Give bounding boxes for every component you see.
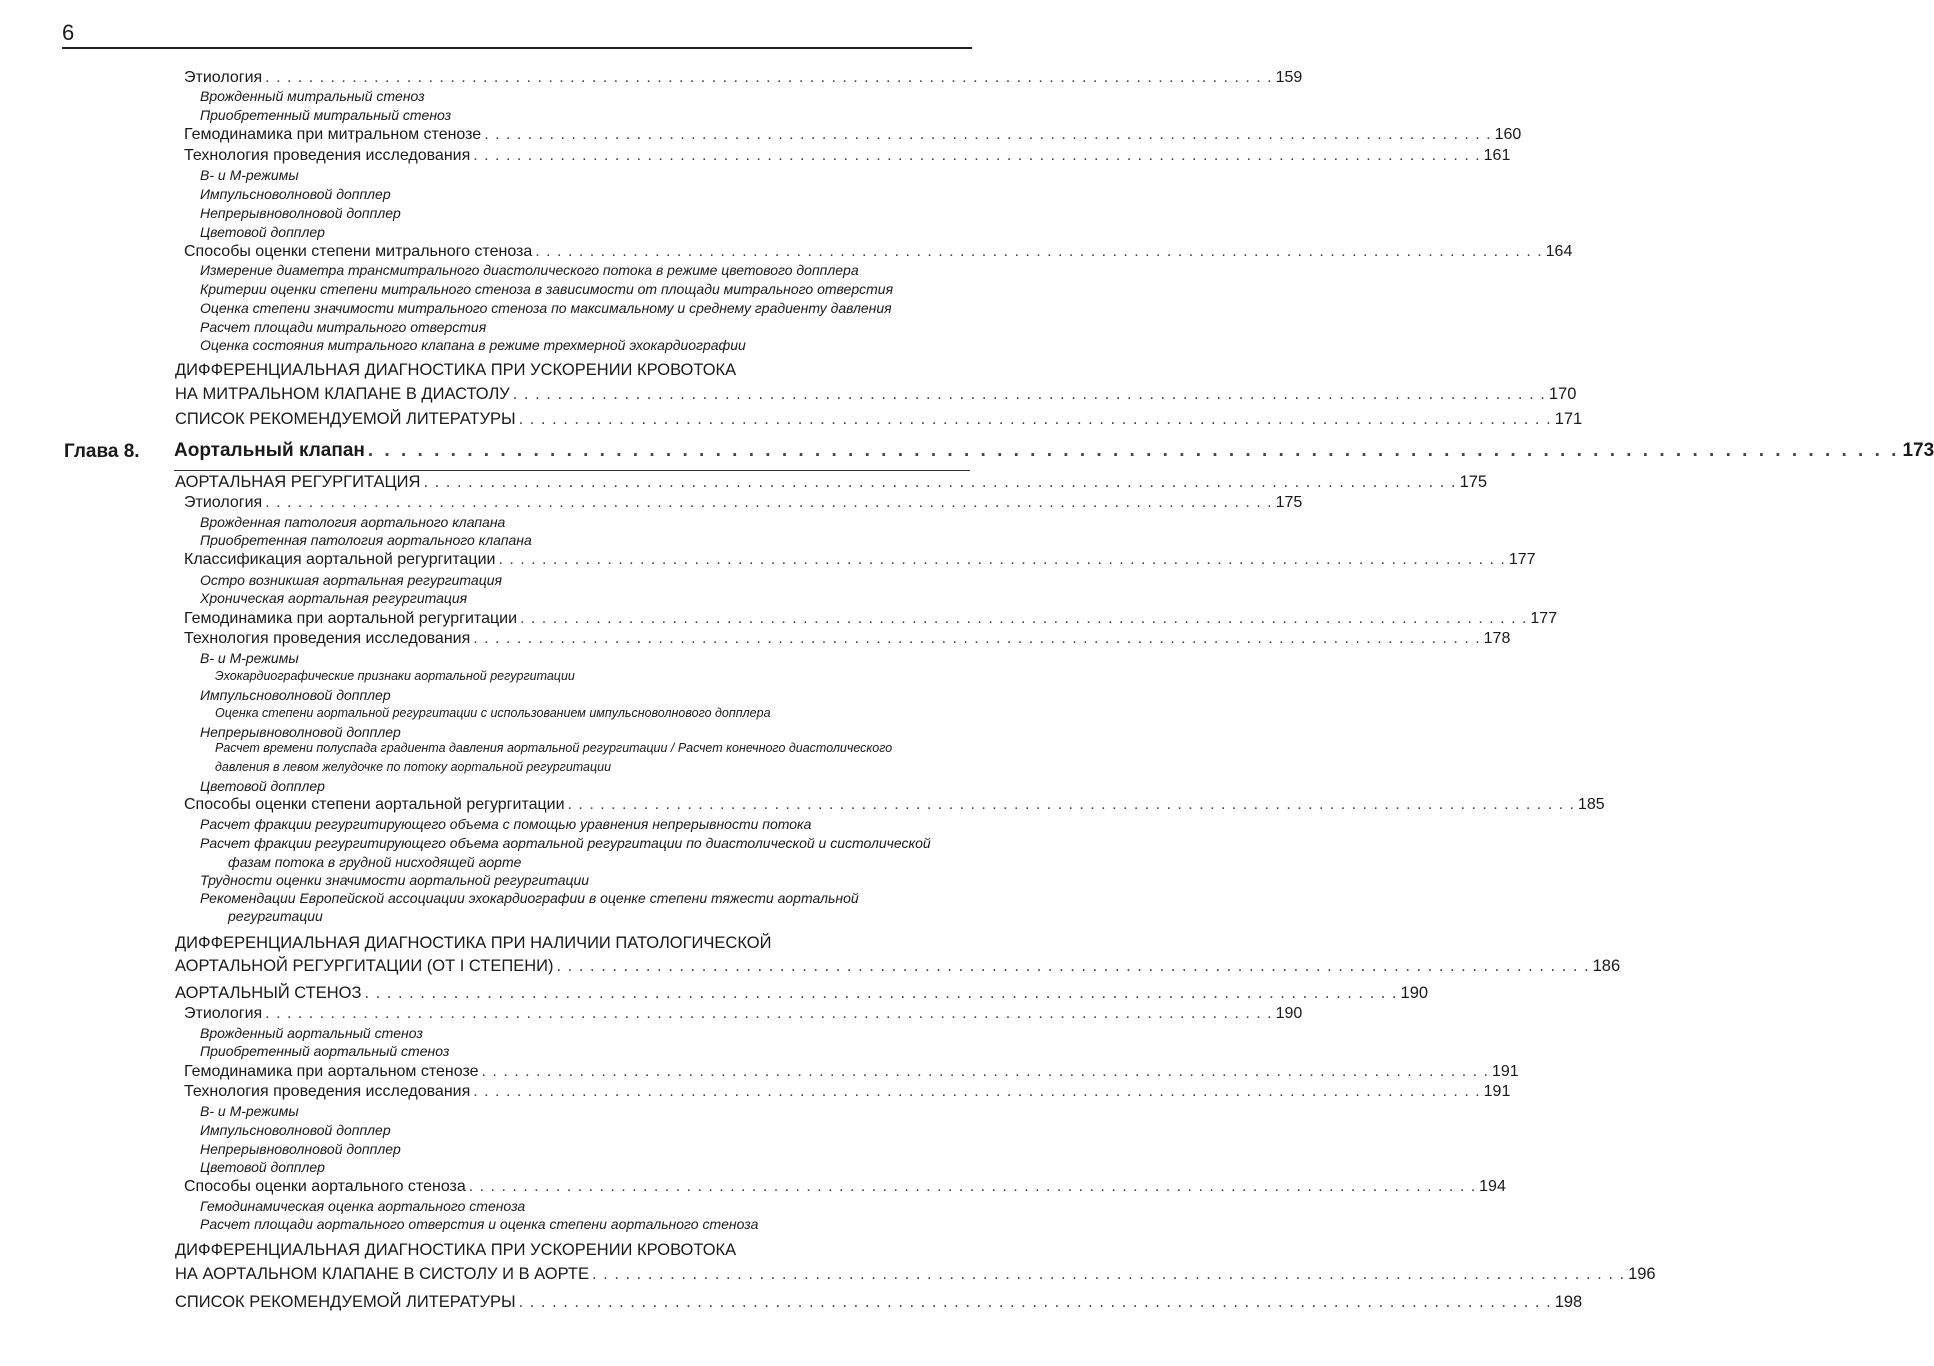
entry-label: Приобретенная патология аортального клапана — [200, 532, 532, 548]
toc-section — [175, 984, 1429, 1002]
entry-label: Расчет фракции регургитирующего объема аортальной регургитации по диастолической и систолической — [200, 835, 931, 851]
entry-label: СПИСОК РЕКОМЕНДУЕМОЙ ЛИТЕРАТУРЫ — [175, 410, 516, 428]
entry-label: Гемодинамика при аортальном стенозе — [184, 1063, 479, 1080]
toc-item — [200, 1123, 970, 1137]
entry-label: давления в левом желудочке по потоку аортальной регургитации — [215, 760, 612, 774]
entry-label: Технология проведения исследования — [184, 1083, 471, 1100]
entry-label: Импульсноволновой допплер — [200, 186, 391, 202]
entry-label: Критерии оценки степени митрального стеноза в зависимости от площади митрального отверстия — [200, 281, 894, 297]
toc-subsection — [184, 610, 1558, 627]
toc-item — [200, 338, 970, 352]
entry-page: 190 — [1275, 1005, 1303, 1022]
toc-item — [200, 282, 970, 296]
toc-item — [200, 725, 970, 739]
entry-label: ДИФФЕРЕНЦИАЛЬНАЯ ДИАГНОСТИКА ПРИ НАЛИЧИИ ПАТОЛОГИЧЕСКОЙ — [175, 934, 772, 952]
entry-label: НА МИТРАЛЬНОМ КЛАПАНЕ В ДИАСТОЛУ — [175, 385, 510, 403]
entry-label: Врожденный аортальный стеноз — [200, 1025, 423, 1041]
entry-label: Технология проведения исследования — [184, 147, 471, 164]
entry-label: Расчет времени полуспада градиента давления аортальной регургитации / Расчет конечного диастолического — [215, 741, 893, 755]
toc-subsection — [184, 69, 1303, 86]
dot-leader: . . . . . . . . . . . . . . . . . . . . . . . . . . . . . . . . . . . . . . . . . . . . . . . . . . . . . . . . . . . . . . . . . . . . . . . . . . . . . . . . . . . . . . . . . . . . . — [265, 494, 1273, 511]
toc-subsection — [184, 126, 1522, 143]
entry-page: 159 — [1275, 69, 1303, 86]
toc-item — [200, 1142, 970, 1156]
toc-subsection — [184, 243, 1573, 260]
entry-label: Непрерывноволновой допплер — [200, 205, 401, 221]
toc-section — [175, 1242, 970, 1259]
dot-leader: . . . . . . . . . . . . . . . . . . . . . . . . . . . . . . . . . . . . . . . . . . . . . . . . . . . . . . . . . . . . . . . . . . . . . . . . . . . . . . . . . . . . . . . . . . . . . — [591, 1265, 1626, 1283]
toc-section — [175, 957, 1621, 975]
entry-label: Врожденная патология аортального клапана — [200, 514, 506, 530]
toc-subsection — [184, 1083, 1511, 1100]
toc-item — [215, 670, 970, 683]
toc-item — [200, 1026, 970, 1040]
entry-label: АОРТАЛЬНОЙ РЕГУРГИТАЦИИ (ОТ I СТЕПЕНИ) — [175, 957, 554, 975]
toc-item — [200, 1044, 970, 1058]
entry-page: 170 — [1548, 385, 1577, 403]
entry-label: ДИФФЕРЕНЦИАЛЬНАЯ ДИАГНОСТИКА ПРИ УСКОРЕНИИ КРОВОТОКА — [175, 1241, 737, 1259]
toc-item — [200, 225, 970, 239]
entry-label: ДИФФЕРЕНЦИАЛЬНАЯ ДИАГНОСТИКА ПРИ УСКОРЕНИИ КРОВОТОКА — [175, 361, 737, 379]
entry-label: Непрерывноволновой допплер — [200, 724, 401, 740]
toc-section — [175, 1265, 1656, 1283]
toc-subsection — [184, 494, 1303, 511]
entry-label: Эхокардиографические признаки аортальной регургитации — [215, 669, 575, 683]
entry-page: 175 — [1459, 473, 1488, 491]
dot-leader: . . . . . . . . . . . . . . . . . . . . . . . . . . . . . . . . . . . . . . . . . . . . . . . . . . . . . . . . . . . . . . . . . . . . . . . . . . . . . . . . . . . . . . . . . . . . . — [473, 1083, 1481, 1100]
entry-label: АОРТАЛЬНАЯ РЕГУРГИТАЦИЯ — [175, 473, 421, 491]
toc-item — [200, 1199, 970, 1213]
entry-label: Способы оценки аортального стеноза — [184, 1178, 466, 1195]
dot-leader: . . . . . . . . . . . . . . . . . . . . . . . . . . . . . . . . . . . . . . . . . . . . . . . . . . . . . . . . . . . . . . . . . . . . . . . . . . . . . . . . . . . . . . . . . . . . . — [468, 1178, 1477, 1195]
entry-label: Измерение диаметра трансмитрального диастолического потока в режиме цветового допплера — [200, 262, 859, 278]
entry-label: Приобретенный митральный стеноз — [200, 107, 452, 123]
entry-label: Хроническая аортальная регургитация — [200, 590, 468, 606]
entry-label: Цветовой допплер — [200, 778, 325, 794]
toc-item — [200, 1217, 970, 1231]
toc-section — [175, 473, 1488, 491]
toc-item — [200, 651, 970, 665]
dot-leader: . . . . . . . . . . . . . . . . . . . . . . . . . . . . . . . . . . . . . . . . . . . . . . . . . . . . . . . . . . . . . . . . . . . . . . . . . . . . . . . . . . . . . . . . . . . . . — [567, 796, 1575, 813]
entry-label: Этиология — [184, 1005, 263, 1022]
entry-label: Гемодинамика при митральном стенозе — [184, 126, 482, 143]
entry-page: 171 — [1554, 410, 1583, 428]
entry-page: 191 — [1491, 1063, 1519, 1080]
entry-label: фазам потока в грудной нисходящей аорте — [228, 854, 522, 870]
toc-subsection — [184, 551, 1536, 568]
entry-page: 160 — [1494, 126, 1522, 143]
toc-subsection — [184, 1063, 1519, 1080]
entry-label: B- и M-режимы — [200, 650, 299, 666]
entry-label: Классификация аортальной регургитации — [184, 551, 496, 568]
dot-leader: . . . . . . . . . . . . . . . . . . . . . . . . . . . . . . . . . . . . . . . . . . . . . . . . . . . . . . . . . . . . . . . . . . . . . . . . . . . . . . . . . . . . . . . . . . . . . — [556, 957, 1590, 975]
toc-subsection — [184, 1178, 1506, 1195]
entry-label: Остро возникшая аортальная регургитация — [200, 572, 502, 588]
toc-item — [200, 533, 970, 547]
entry-label: Этиология — [184, 69, 263, 86]
dot-leader: . . . . . . . . . . . . . . . . . . . . . . . . . . . . . . . . . . . . . . . . . . . . . . . . . . . . . . . . . . . . . . . . . . . . . . . . . . . . . . . . . . . . . . . . . . . . . — [473, 147, 1481, 164]
toc-item — [228, 855, 970, 869]
toc-item — [200, 187, 970, 201]
entry-page: 161 — [1483, 147, 1511, 164]
toc-section — [175, 935, 970, 952]
entry-label: Импульсноволновой допплер — [200, 687, 391, 703]
toc-subsection — [184, 630, 1511, 647]
chapter-title-row — [174, 440, 1934, 461]
entry-label: Этиология — [184, 494, 263, 511]
entry-label: Рекомендации Европейской ассоциации эхокардиографии в оценке степени тяжести аортальной — [200, 890, 859, 906]
dot-leader: . . . . . . . . . . . . . . . . . . . . . . . . . . . . . . . . . . . . . . . . . . . . . . . . . . . . . . . . . . . . . . . . . . . . . . . . . . . . . . . . . . . . . . . . . . . . . — [481, 1063, 1489, 1080]
toc-item — [200, 817, 970, 831]
toc-item — [200, 1160, 970, 1174]
entry-label: Непрерывноволновой допплер — [200, 1141, 401, 1157]
entry-label: Врожденный митральный стеноз — [200, 88, 425, 104]
toc-section — [175, 362, 970, 379]
toc-item — [200, 1104, 970, 1118]
toc-item — [215, 742, 970, 755]
entry-label: Способы оценки степени аортальной регургитации — [184, 796, 565, 813]
entry-label: Расчет фракции регургитирующего объема с помощью уравнения непрерывности потока — [200, 816, 812, 832]
toc-item — [200, 263, 970, 277]
entry-page: 175 — [1275, 494, 1303, 511]
entry-label: Гемодинамика при аортальной регургитации — [184, 610, 518, 627]
toc-section — [175, 410, 1583, 428]
dot-leader: . . . . . . . . . . . . . . . . . . . . . . . . . . . . . . . . . . . . . . . . . . . . . . . . . . . . . . . . . . . . . . . . . . . . . . . . . . . . . . . . . . . . . . . . . . . . . — [473, 630, 1481, 647]
entry-label: АОРТАЛЬНЫЙ СТЕНОЗ — [175, 984, 362, 1002]
entry-label: Приобретенный аортальный стеноз — [200, 1043, 450, 1059]
entry-page: 178 — [1483, 630, 1511, 647]
dot-leader: . . . . . . . . . . . . . . . . . . . . . . . . . . . . . . . . . . . . . . . . . . . . . . . . . . . . . . . . . . . . . . . . . . . . . . . . . . . . . . . . . . . . . . . . . . . . . — [518, 410, 1552, 428]
entry-label: B- и M-режимы — [200, 1103, 299, 1119]
entry-page: 190 — [1400, 984, 1429, 1002]
toc-item — [200, 301, 970, 315]
entry-label: Оценка степени аортальной регургитации с использованием импульсноволнового допплера — [215, 706, 771, 720]
toc-item — [200, 206, 970, 220]
dot-leader: . . . . . . . . . . . . . . . . . . . . . . . . . . . . . . . . . . . . . . . . . . . . . . . . . . . . . . . . . . . . . . . . . . . . . . . . . . . . . . . . . . . . . . . . . . . . . — [512, 385, 1546, 403]
toc-subsection — [184, 1005, 1303, 1022]
entry-page: 164 — [1545, 243, 1573, 260]
toc-item — [200, 688, 970, 702]
entry-label: Способы оценки степени митрального стеноза — [184, 243, 533, 260]
toc-item — [200, 89, 970, 103]
entry-label: НА АОРТАЛЬНОМ КЛАПАНЕ В СИСТОЛУ И В АОРТЕ — [175, 1265, 589, 1283]
entry-page: 194 — [1479, 1178, 1506, 1195]
toc-item — [200, 779, 970, 793]
dot-leader: . . . . . . . . . . . . . . . . . . . . . . . . . . . . . . . . . . . . . . . . . . . . . . . . . . . . . . . . . . . . . . . . . . . . . . . . . . . . . . . . . . . . . . . . . . . . . — [498, 551, 1506, 568]
dot-leader: . . . . . . . . . . . . . . . . . . . . . . . . . . . . . . . . . . . . . . . . . . . . . . . . . . . . . . . . . . . . . . . . . . . . . . . . . . . . . . . . . . . . . . . . . . . . . — [535, 243, 1543, 260]
entry-page: 196 — [1628, 1265, 1656, 1283]
entry-label: Оценка степени значимости митрального стеноза по максимальному и среднему градиенту давления — [200, 300, 892, 316]
toc-item — [200, 891, 970, 905]
entry-label: Расчет площади аортального отверстия и оценка степени аортального стеноза — [200, 1216, 759, 1232]
dot-leader: . . . . . . . . . . . . . . . . . . . . . . . . . . . . . . . . . . . . . . . . . . . . . . . . . . . . . . . . . . . . . . . . . . . . . . . . . . . . . . . . . . . . . . . . . . . . . — [520, 610, 1528, 627]
toc-item — [215, 761, 970, 774]
dot-leader: . . . . . . . . . . . . . . . . . . . . . . . . . . . . . . . . . . . . . . . . . . . . . . . . . . . . . . . . . . . . . . . . . . . . . . . . . . . . . . . . . . . . . . . . . . . . . — [518, 1293, 1552, 1311]
entry-label: Цветовой допплер — [200, 224, 325, 240]
toc-item — [200, 873, 970, 887]
dot-leader: . . . . . . . . . . . . . . . . . . . . . . . . . . . . . . . . . . . . . . . . . . . . . . . . . . . . . . . . . . . . . . . . . . . . . . . . . . . . . . . . . . . . . . . . . . . . . — [484, 126, 1492, 143]
toc-item — [200, 591, 970, 605]
chapter-title: Аортальный клапан — [174, 440, 365, 461]
toc-item — [200, 515, 970, 529]
entry-label: Импульсноволновой допплер — [200, 1122, 391, 1138]
entry-page: 186 — [1592, 957, 1621, 975]
dot-leader: . . . . . . . . . . . . . . . . . . . . . . . . . . . . . . . . . . . . . . . . . . . . . . . . . . . . . . . . . . . . . . . . . . . . . . . . . . . . . . . . . . . . . . . . . . . . . — [364, 984, 1398, 1002]
entry-page: 198 — [1554, 1293, 1583, 1311]
toc-subsection — [184, 147, 1511, 164]
entry-label: СПИСОК РЕКОМЕНДУЕМОЙ ЛИТЕРАТУРЫ — [175, 1293, 516, 1311]
toc-section — [175, 1293, 1583, 1311]
entry-label: Трудности оценки значимости аортальной регургитации — [200, 872, 590, 888]
entry-label: Оценка состояния митрального клапана в режиме трехмерной эхокардиографии — [200, 337, 746, 353]
toc-section — [175, 385, 1577, 403]
page-number: 6 — [62, 20, 75, 45]
entry-label: регургитации — [228, 908, 323, 924]
toc-subsection — [184, 796, 1605, 813]
toc-item — [200, 836, 970, 850]
entry-page: 177 — [1530, 610, 1558, 627]
dot-leader: . . . . . . . . . . . . . . . . . . . . . . . . . . . . . . . . . . . . . . . . . . . . . . . . . . . . . . . . . . . . . . . . . . . . . . . . . . . . . . . . . . . . . . . . . . . . . — [265, 1005, 1273, 1022]
entry-page: 177 — [1508, 551, 1536, 568]
toc-item — [200, 320, 970, 334]
entry-label: Гемодинамическая оценка аортального стеноза — [200, 1198, 526, 1214]
chapter-page: 173 — [1902, 440, 1934, 461]
dot-leader: . . . . . . . . . . . . . . . . . . . . . . . . . . . . . . . . . . . . . . . . . . . . . . . . . . . . . . . . . . . . . . . . . . . . . . . . . . . . . . . . . . . . . . . . . . . . . — [423, 473, 1457, 491]
toc-item — [200, 573, 970, 587]
toc-item — [200, 168, 970, 182]
entry-label: Цветовой допплер — [200, 1159, 325, 1175]
dot-leader: . . . . . . . . . . . . . . . . . . . . . . . . . . . . . . . . . . . . . . . . . . . . . . . . . . . . . . . . . . . . . . . . . . . . . . . . . . . . . . . . . . . . . . . . . . . . . — [367, 440, 1900, 461]
entry-label: B- и M-режимы — [200, 167, 299, 183]
toc-item — [228, 909, 970, 923]
chapter-label: Глава 8. — [64, 441, 140, 462]
dot-leader: . . . . . . . . . . . . . . . . . . . . . . . . . . . . . . . . . . . . . . . . . . . . . . . . . . . . . . . . . . . . . . . . . . . . . . . . . . . . . . . . . . . . . . . . . . . . . — [265, 69, 1273, 86]
entry-page: 185 — [1577, 796, 1605, 813]
toc-item — [200, 108, 970, 122]
entry-page: 191 — [1483, 1083, 1511, 1100]
entry-label: Расчет площади митрального отверстия — [200, 319, 487, 335]
toc-item — [215, 707, 970, 720]
entry-label: Технология проведения исследования — [184, 630, 471, 647]
